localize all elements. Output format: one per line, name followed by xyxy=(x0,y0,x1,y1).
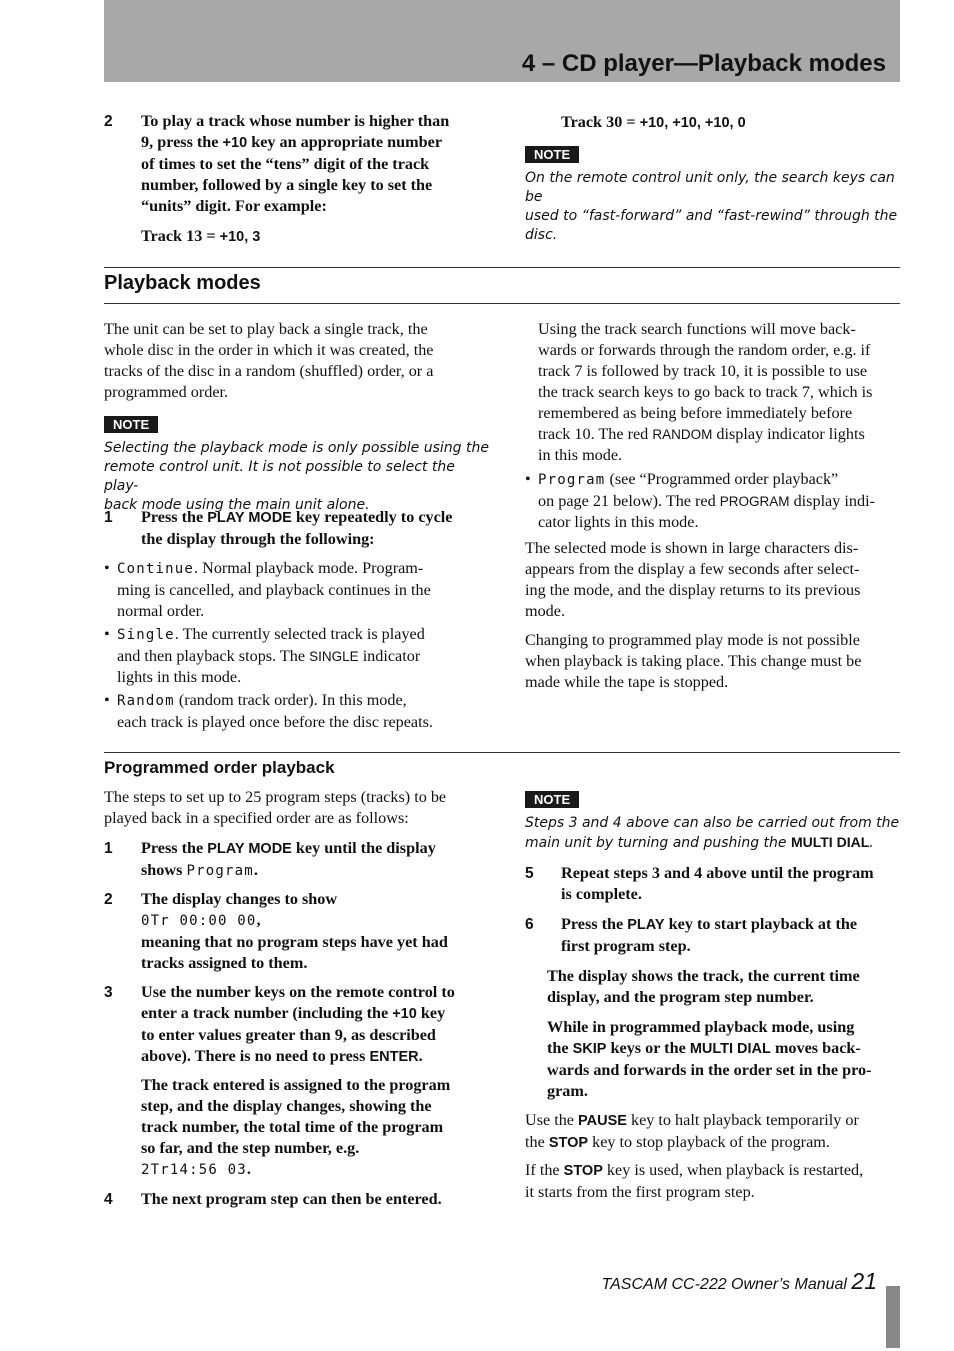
bullet: • xyxy=(104,559,110,577)
step-number: 2 xyxy=(104,113,113,130)
note-text: Selecting the playback mode is only possible using the remote control unit. It is not possible to select the play- back mode using the main unit alone. xyxy=(104,440,489,513)
section-title: Playback modes xyxy=(104,272,261,294)
display-shows-paragraph: The display shows the track, the current time display, and the program step number. xyxy=(547,967,860,1006)
bullet-random: Random (random track order). In this mode, each track is played once before the disc repeats. xyxy=(117,691,433,731)
note-badge: NOTE xyxy=(104,416,158,433)
footer xyxy=(602,1268,877,1295)
subsection-rule xyxy=(104,752,900,753)
step-number: 3 xyxy=(104,984,113,1001)
playback-intro: The unit can be set to play back a single track, the whole disc in the order in which it was created, the tracks of the disc in a random (shuffled) order, or a programmed order. xyxy=(104,320,434,401)
subsection-title: Programmed order playback xyxy=(104,758,335,777)
while-paragraph: While in programmed playback mode, using the SKIP keys or the MULTI DIAL moves back- wards and forwards in the order set in the pro- gram. xyxy=(547,1018,872,1100)
bullet: • xyxy=(104,691,110,709)
step-number: 2 xyxy=(104,891,113,908)
manual-name: TASCAM CC-222 Owner’s Manual xyxy=(601,1276,852,1293)
example-track-13: Track 13 = +10, 3 xyxy=(141,227,261,245)
step-number: 5 xyxy=(525,865,534,882)
side-tab xyxy=(886,1286,900,1348)
step-2-text: To play a track whose number is higher than 9, press the +10 key an appropriate number of times to set the “tens” digit of the track number, followed by a single key to set the “units” digit. For example: xyxy=(141,112,450,215)
stop-paragraph: If the STOP key is used, when playback is restarted, it starts from the first program step. xyxy=(525,1161,864,1201)
step-number: 6 xyxy=(525,916,534,933)
bullet-single: Single. The currently selected track is played and then playback stops. The SINGLE indicator lights in this mode. xyxy=(117,625,425,686)
bullet-continue: Continue. Normal playback mode. Program- ming is cancelled, and playback continues in the normal order. xyxy=(117,559,431,620)
note-badge: NOTE xyxy=(525,791,579,808)
chapter-title: 4 – CD player—Playback modes xyxy=(521,50,886,77)
selected-mode-paragraph: The selected mode is shown in large characters dis- appears from the display a few seconds after select- ing the mode, and the display returns to its previous mode. xyxy=(525,539,861,620)
prog-step-3: Use the number keys on the remote control to enter a track number (including the +10 key to enter values greater than 9, as described above). There is no need to press ENTER. xyxy=(141,983,455,1065)
bullet: • xyxy=(104,625,110,643)
note-badge: NOTE xyxy=(525,146,579,163)
prog-step-1: Press the PLAY MODE key until the display shows Program. xyxy=(141,839,436,879)
bullet-program: Program (see “Programmed order playback” on page 21 below). The red PROGRAM display indi- cator lights in this mode. xyxy=(538,470,875,531)
step-number: 1 xyxy=(104,840,113,857)
step-1-text: Press the PLAY MODE key repeatedly to cycle the display through the following: xyxy=(141,508,453,548)
note-text: On the remote control unit only, the search keys can be used to “fast-forward” and “fast-rewind” through the disc. xyxy=(525,170,898,243)
page-number: 21 xyxy=(851,1268,877,1294)
section-rule-top xyxy=(104,267,900,268)
prog-step-5: Repeat steps 3 and 4 above until the program is complete. xyxy=(561,864,874,903)
programmed-intro: The steps to set up to 25 program steps (tracks) to be played back in a specified order are as follows: xyxy=(104,788,447,827)
example-track-30: Track 30 = +10, +10, +10, 0 xyxy=(561,113,746,131)
pause-paragraph: Use the PAUSE key to halt playback temporarily or the STOP key to stop playback of the program. xyxy=(525,1111,859,1151)
changing-mode-paragraph: Changing to programmed play mode is not possible when playback is taking place. This change must be made while the tape is stopped. xyxy=(525,631,862,691)
section-rule-bottom xyxy=(104,303,900,304)
prog-step-2: The display changes to show 0Tr 00:00 00, meaning that no program steps have yet had tracks assigned to them. xyxy=(141,890,448,972)
bullet: • xyxy=(525,470,531,488)
prog-step-3-detail: The track entered is assigned to the program step, and the display changes, showing the track number, the total time of the program so far, and the step number, e.g. 2Tr14:56 03. xyxy=(141,1076,451,1178)
prog-step-4: The next program step can then be entered. xyxy=(141,1190,442,1208)
random-continuation: Using the track search functions will move back- wards or forwards through the random order, e.g. if track 7 is followed by track 10, it is possible to use the track search keys to go back to track 7, which is remembered as being before immediately before track 10. The red RANDOM display indicator lights in this mode. xyxy=(538,320,873,464)
step-number: 4 xyxy=(104,1191,113,1208)
note-text: Steps 3 and 4 above can also be carried out from the main unit by turning and pushing the MULTI DIAL. xyxy=(525,815,900,851)
prog-step-6: Press the PLAY key to start playback at the first program step. xyxy=(561,915,858,955)
step-number: 1 xyxy=(104,509,113,526)
